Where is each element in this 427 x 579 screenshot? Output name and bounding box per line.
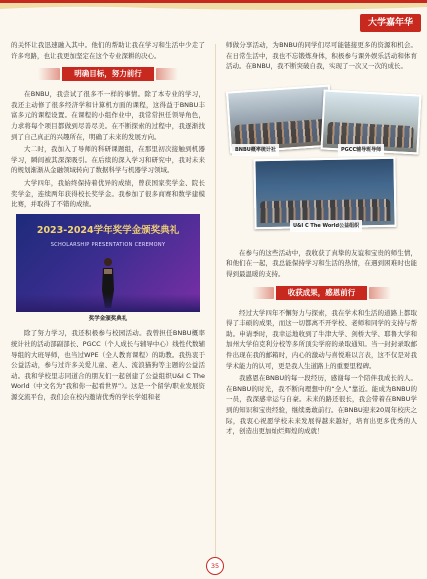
paragraph-thanks: 我感恩在BNBU的每一段经历，感谢每一个陪伴我成长的人。在BNBU的时光，我不断向理想中的“全人”靠近。能成为BNBU的一员，我深感幸运与自豪。未来的路还很长，我会带着在BNBU学到的知识和宝贵经验，继续勇敢前行。在BNBU迎来20周年校庆之际，我衷心祝愿学校未来发展得越来越好，培育出更多优秀的人才，创造出更加灿烂辉煌的成就！ bbox=[226, 374, 417, 436]
activity-photo-collage bbox=[226, 78, 417, 242]
paragraph-courses: 在BNBU，我尝试了很多不一样的事情。除了本专业的学习，我还主动修了很多经济学和计算机方面的课程，这得益于BNBU丰富多元的课程设置。在课程的小组作业中，我常常担任领导角色，力求将每个项目都做到尽善尽美。在不断探索的过程中，我逐渐找到了自己真正的兴趣所在，明确了未来的发展方向。 bbox=[11, 90, 205, 141]
paragraph-activities: 除了努力学习，我还积极参与校园活动。我曾担任BNBU概率统计社的活动部副部长、PGCC（个人成长与辅导中心）线性代数辅导组的大班导师，也当过WPE（全人教育课程）的助教。我热衷于公益活动，参与过许多关爱儿童、老人、流浪猫狗等主题的公益活动。我和学校里志同道合的朋友们一起创建了公益组织U&I C The World（中文名为“我和你一起看世界”）。这是一个留学/职业发展资源交流平台，我们会在校内邀请优秀的学长学姐和老 bbox=[11, 329, 205, 401]
section-title-goals: 明确目标，努力前行 bbox=[62, 67, 154, 81]
ceremony-banner-subtitle: SCHOLARSHIP PRESENTATION CEREMONY bbox=[50, 241, 166, 248]
left-column bbox=[11, 40, 205, 404]
section-title-gratitude: 收获成果，感恩前行 bbox=[276, 286, 368, 300]
paragraph-research: 大二时，我加入了导师的科研课题组，在那里初次接触到机器学习，瞬间被其深深吸引。在后续的深入学习和研究中，我对未来的规划渐渐从金融领域转向了数据科学与机器学习领域。 bbox=[11, 145, 205, 175]
section-heading-gratitude bbox=[226, 286, 417, 300]
stage-glow bbox=[16, 294, 200, 312]
right-column bbox=[226, 40, 417, 439]
ceremony-photo-caption: 奖学金颁奖典礼 bbox=[88, 315, 128, 322]
paragraph-friendship: 在参与的这些活动中，我收获了真挚的友谊和宝贵的师生情，和他们在一起，我总能保持学习和生活的热情，在遇到困难时也能得到最温暖的支持。 bbox=[226, 248, 417, 278]
column-divider bbox=[215, 44, 216, 560]
scholarship-ceremony-photo bbox=[16, 214, 200, 312]
page-number: 35 bbox=[206, 557, 224, 575]
paragraph-awards: 大学四年，我始终保持着优异的成绩，曾获国家奖学金、院长奖学金，连续两年获得校长奖学金。我参加了很多商赛和数学建模比赛，并取得了不错的成绩。 bbox=[11, 178, 205, 209]
heading-ornament-left bbox=[252, 287, 274, 299]
paragraph-sharing: 师做分享活动，为BNBU的同学们尽可能链接更多的资源和机会。在日常生活中，我也不忘锻炼身体，积极参与课外娱乐活动和体育活动。在BNBU，我不断突破自我，实现了一次又一次的成长。 bbox=[226, 41, 417, 71]
pgcc-tutor-label: PGCC辅导班导师 bbox=[338, 144, 384, 157]
heading-ornament-right bbox=[369, 287, 391, 299]
section-heading-goals bbox=[11, 67, 205, 81]
charity-org-label: U&I C The World公益组织 bbox=[290, 220, 362, 233]
section-tag: 大学嘉年华 bbox=[360, 14, 421, 32]
heading-ornament-left bbox=[38, 68, 60, 80]
crowd-graphic bbox=[234, 119, 327, 147]
ceremony-banner-title: 2023-2024学年奖学金颁奖典礼 bbox=[36, 224, 180, 236]
paragraph-admissions: 经过大学四年不懈努力与探索，我在学术和生活的道路上都取得了丰硕的成果，而这一切都离不开学校、老师和同学的支持与帮助。申请季时，我幸运地收到了牛津大学、剑桥大学、耶鲁大学和加州大学伯克利分校等多所顶尖学府的录取通知。当一封封录取邮件出现在我的邮箱时，内心的激动与喜悦难以言表，这不仅是对我学术能力的认可，更是我人生道路上的重要里程碑。 bbox=[226, 308, 417, 370]
heading-ornament-right bbox=[156, 68, 178, 80]
stats-club-label: BNBU概率统计社 bbox=[232, 144, 279, 157]
intro-paragraph: 的关怀让我迅速融入其中。他们的帮助让我在学习和生活中少走了许多弯路，也让我更加坚定在这个专业深耕的决心。 bbox=[11, 41, 205, 60]
charity-org-photo bbox=[253, 157, 396, 229]
